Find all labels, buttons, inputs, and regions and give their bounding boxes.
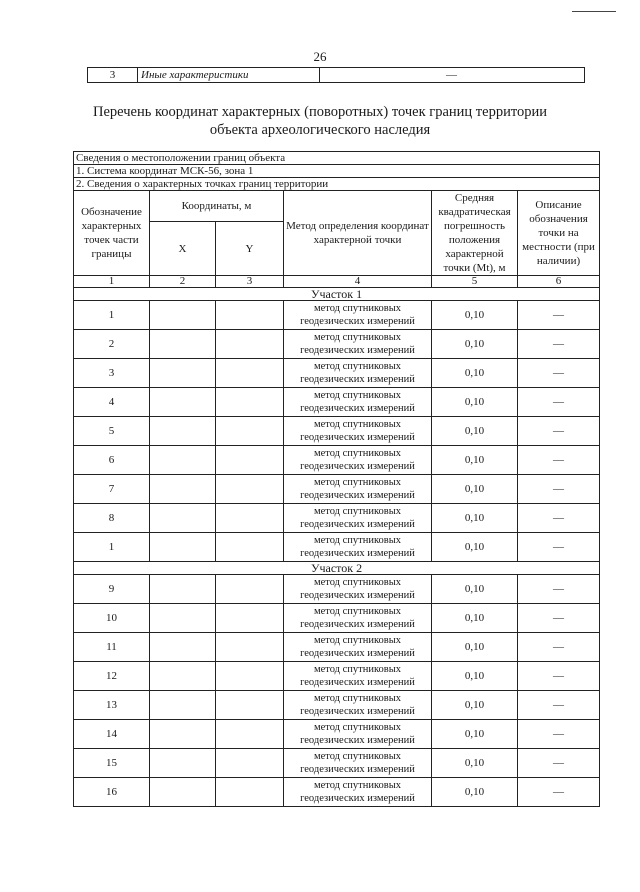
description-cell: — — [518, 475, 600, 504]
y-cell — [216, 475, 284, 504]
column-number: 1 — [74, 276, 150, 288]
error-cell: 0,10 — [432, 633, 518, 662]
table-row — [74, 330, 600, 359]
method-line-2: геодезических измерений — [300, 706, 415, 717]
method-cell — [284, 330, 432, 359]
point-cell: 13 — [74, 691, 150, 720]
method-line-1: метод спутниковых — [313, 535, 402, 546]
column-number: 2 — [150, 276, 216, 288]
point-cell: 11 — [74, 633, 150, 662]
table-row — [74, 475, 600, 504]
point-cell: 1 — [74, 533, 150, 562]
method-cell — [284, 604, 432, 633]
description-cell: — — [518, 778, 600, 807]
table-row — [74, 388, 600, 417]
method-line-2: геодезических измерений — [300, 461, 415, 472]
error-cell: 0,10 — [432, 575, 518, 604]
error-cell: 0,10 — [432, 330, 518, 359]
section-title: Участок 1 — [74, 288, 600, 301]
y-cell — [216, 388, 284, 417]
table-row — [74, 749, 600, 778]
method-line-2: геодезических измерений — [300, 316, 415, 327]
table-row — [74, 691, 600, 720]
method-line-1: метод спутниковых — [313, 693, 402, 704]
point-cell: 9 — [74, 575, 150, 604]
page-number: 26 — [313, 49, 327, 64]
info-location: Сведения о местоположении границ объекта — [74, 152, 600, 165]
description-cell: — — [518, 720, 600, 749]
method-line-1: метод спутниковых — [313, 303, 402, 314]
method-cell — [284, 778, 432, 807]
method-cell — [284, 359, 432, 388]
document-heading — [90, 103, 550, 139]
y-cell — [216, 633, 284, 662]
corner-mark — [572, 11, 616, 12]
column-number: 6 — [518, 276, 600, 288]
heading-line-2: объекта археологического наследия — [209, 122, 431, 138]
row-value: — — [320, 68, 585, 83]
header-x: X — [150, 222, 216, 276]
point-cell: 1 — [74, 301, 150, 330]
method-cell — [284, 749, 432, 778]
description-cell: — — [518, 633, 600, 662]
x-cell — [150, 475, 216, 504]
description-cell: — — [518, 533, 600, 562]
info-coordinate-system: 1. Система координат МСК-56, зона 1 — [74, 165, 600, 178]
info-row — [74, 178, 600, 191]
point-cell: 15 — [74, 749, 150, 778]
point-cell: 8 — [74, 504, 150, 533]
method-line-1: метод спутниковых — [313, 448, 402, 459]
column-number: 3 — [216, 276, 284, 288]
x-cell — [150, 533, 216, 562]
x-cell — [150, 662, 216, 691]
description-cell: — — [518, 446, 600, 475]
method-line-2: геодезических измерений — [300, 490, 415, 501]
coordinates-table — [73, 151, 600, 807]
method-line-2: геодезических измерений — [300, 590, 415, 601]
section-row — [74, 562, 600, 575]
description-cell: — — [518, 604, 600, 633]
error-cell: 0,10 — [432, 778, 518, 807]
x-cell — [150, 504, 216, 533]
table-row — [74, 604, 600, 633]
method-line-1: метод спутниковых — [313, 635, 402, 646]
y-cell — [216, 575, 284, 604]
error-cell: 0,10 — [432, 691, 518, 720]
y-cell — [216, 504, 284, 533]
point-cell: 3 — [74, 359, 150, 388]
method-cell — [284, 388, 432, 417]
table-row — [74, 417, 600, 446]
header-row — [74, 191, 600, 222]
info-row — [74, 152, 600, 165]
point-cell: 12 — [74, 662, 150, 691]
section-row — [74, 288, 600, 301]
description-cell: — — [518, 504, 600, 533]
table-row — [74, 633, 600, 662]
error-cell: 0,10 — [432, 475, 518, 504]
header-description: Описание обозначения точки на местности (при наличии) — [518, 191, 600, 276]
y-cell — [216, 359, 284, 388]
description-cell: — — [518, 359, 600, 388]
error-cell: 0,10 — [432, 749, 518, 778]
error-cell: 0,10 — [432, 662, 518, 691]
x-cell — [150, 301, 216, 330]
table-row — [74, 533, 600, 562]
table-row — [74, 446, 600, 475]
y-cell — [216, 533, 284, 562]
description-cell: — — [518, 575, 600, 604]
method-line-2: геодезических измерений — [300, 345, 415, 356]
method-line-2: геодезических измерений — [300, 519, 415, 530]
error-cell: 0,10 — [432, 533, 518, 562]
method-line-2: геодезических измерений — [300, 648, 415, 659]
method-line-1: метод спутниковых — [313, 419, 402, 430]
method-line-1: метод спутниковых — [313, 332, 402, 343]
error-cell: 0,10 — [432, 388, 518, 417]
error-cell: 0,10 — [432, 417, 518, 446]
method-cell — [284, 446, 432, 475]
table-row — [74, 504, 600, 533]
column-number-row — [74, 276, 600, 288]
description-cell: — — [518, 662, 600, 691]
table-row — [74, 301, 600, 330]
y-cell — [216, 330, 284, 359]
method-line-2: геодезических измерений — [300, 677, 415, 688]
error-cell: 0,10 — [432, 504, 518, 533]
method-line-1: метод спутниковых — [313, 361, 402, 372]
method-line-1: метод спутниковых — [313, 390, 402, 401]
method-cell — [284, 475, 432, 504]
header-error: Средняя квадратическая погрешность положения характерной точки (Mt), м — [432, 191, 518, 276]
x-cell — [150, 359, 216, 388]
method-cell — [284, 417, 432, 446]
y-cell — [216, 749, 284, 778]
point-cell: 4 — [74, 388, 150, 417]
header-method: Метод определения координат характерной точки — [284, 191, 432, 276]
x-cell — [150, 691, 216, 720]
method-line-1: метод спутниковых — [313, 506, 402, 517]
description-cell: — — [518, 330, 600, 359]
column-number: 4 — [284, 276, 432, 288]
point-cell: 5 — [74, 417, 150, 446]
section-title: Участок 2 — [74, 562, 600, 575]
method-line-1: метод спутниковых — [313, 606, 402, 617]
characteristics-row — [88, 68, 585, 83]
info-row — [74, 165, 600, 178]
method-cell — [284, 533, 432, 562]
error-cell: 0,10 — [432, 720, 518, 749]
x-cell — [150, 749, 216, 778]
point-cell: 10 — [74, 604, 150, 633]
table-row — [74, 720, 600, 749]
method-line-1: метод спутниковых — [313, 751, 402, 762]
method-line-1: метод спутниковых — [313, 722, 402, 733]
x-cell — [150, 720, 216, 749]
y-cell — [216, 301, 284, 330]
error-cell: 0,10 — [432, 359, 518, 388]
method-cell — [284, 633, 432, 662]
method-line-2: геодезических измерений — [300, 764, 415, 775]
x-cell — [150, 417, 216, 446]
error-cell: 0,10 — [432, 446, 518, 475]
method-cell — [284, 662, 432, 691]
x-cell — [150, 388, 216, 417]
error-cell: 0,10 — [432, 604, 518, 633]
y-cell — [216, 417, 284, 446]
method-line-1: метод спутниковых — [313, 780, 402, 791]
y-cell — [216, 720, 284, 749]
method-cell — [284, 301, 432, 330]
method-cell — [284, 575, 432, 604]
method-cell — [284, 691, 432, 720]
point-cell: 2 — [74, 330, 150, 359]
description-cell: — — [518, 691, 600, 720]
method-line-1: метод спутниковых — [313, 477, 402, 488]
table-row — [74, 575, 600, 604]
method-line-2: геодезических измерений — [300, 548, 415, 559]
info-points: 2. Сведения о характерных точках границ территории — [74, 178, 600, 191]
method-line-2: геодезических измерений — [300, 619, 415, 630]
method-cell — [284, 504, 432, 533]
method-line-2: геодезических измерений — [300, 374, 415, 385]
method-line-1: метод спутниковых — [313, 664, 402, 675]
characteristics-table — [87, 67, 585, 83]
y-cell — [216, 778, 284, 807]
y-cell — [216, 691, 284, 720]
point-cell: 7 — [74, 475, 150, 504]
method-line-2: геодезических измерений — [300, 403, 415, 414]
column-number: 5 — [432, 276, 518, 288]
x-cell — [150, 633, 216, 662]
header-y: Y — [216, 222, 284, 276]
y-cell — [216, 446, 284, 475]
y-cell — [216, 662, 284, 691]
heading-line-1: Перечень координат характерных (поворотных) точек границ территории — [92, 104, 548, 120]
x-cell — [150, 575, 216, 604]
row-label: Иные характеристики — [138, 68, 320, 83]
method-line-2: геодезических измерений — [300, 793, 415, 804]
point-cell: 6 — [74, 446, 150, 475]
method-line-1: метод спутниковых — [313, 577, 402, 588]
method-line-2: геодезических измерений — [300, 735, 415, 746]
point-cell: 14 — [74, 720, 150, 749]
table-row — [74, 778, 600, 807]
description-cell: — — [518, 417, 600, 446]
row-number: 3 — [88, 68, 138, 83]
x-cell — [150, 778, 216, 807]
description-cell: — — [518, 301, 600, 330]
x-cell — [150, 330, 216, 359]
x-cell — [150, 446, 216, 475]
x-cell — [150, 604, 216, 633]
header-designation: Обозначение характерных точек части границы — [74, 191, 150, 276]
method-cell — [284, 720, 432, 749]
table-row — [74, 359, 600, 388]
point-cell: 16 — [74, 778, 150, 807]
error-cell: 0,10 — [432, 301, 518, 330]
description-cell: — — [518, 388, 600, 417]
method-line-2: геодезических измерений — [300, 432, 415, 443]
description-cell: — — [518, 749, 600, 778]
header-coordinates: Координаты, м — [150, 191, 284, 222]
table-row — [74, 662, 600, 691]
y-cell — [216, 604, 284, 633]
